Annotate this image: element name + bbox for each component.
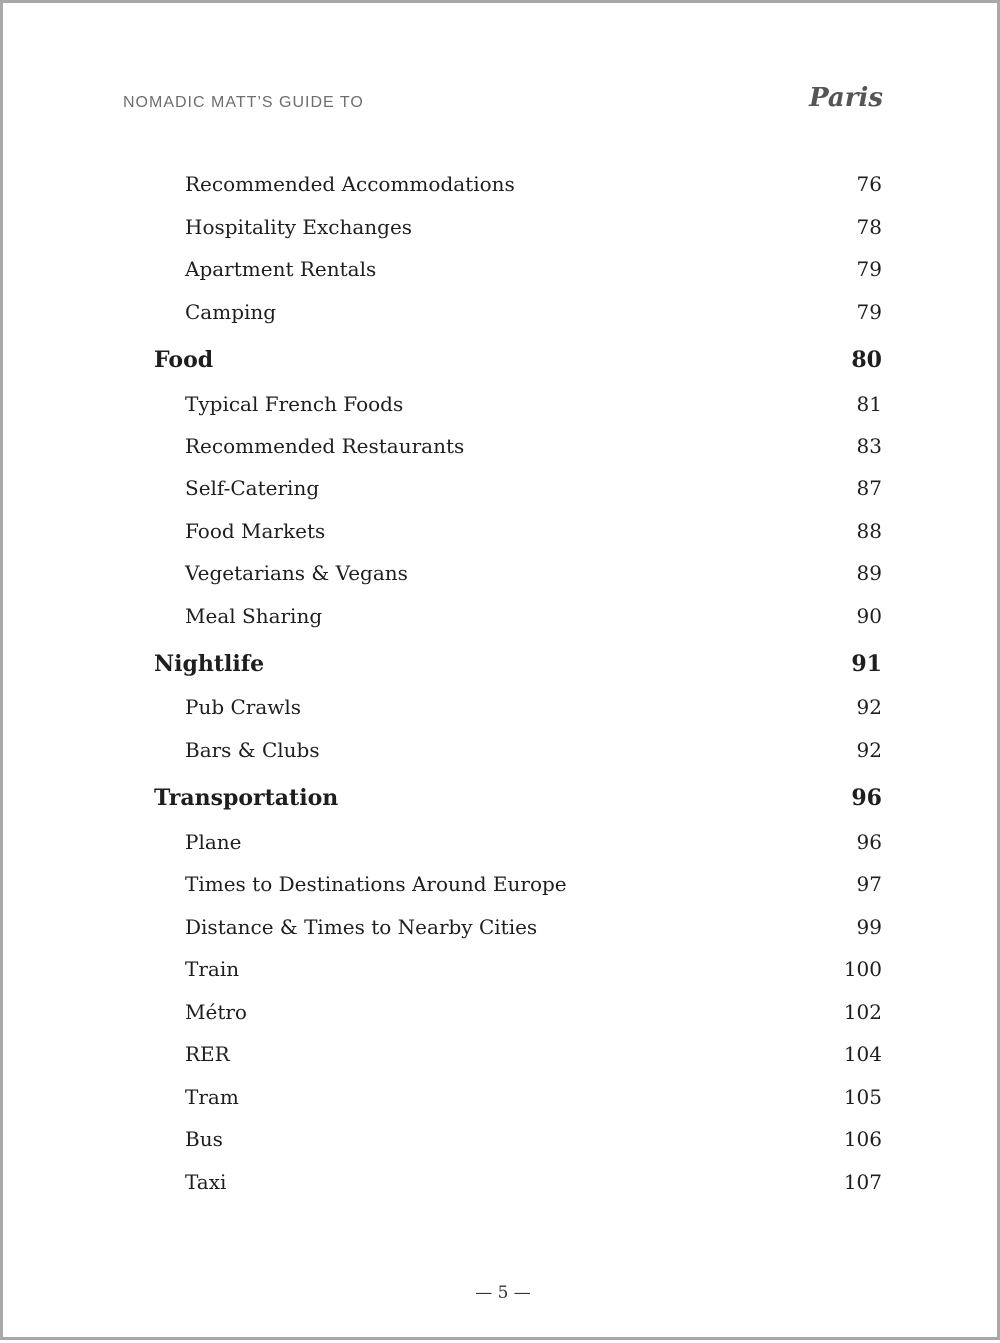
toc-entry-title: Food Markets: [185, 519, 326, 543]
toc-entry-page: 79: [856, 257, 882, 281]
toc-entry-title: Camping: [185, 300, 277, 324]
toc-entry-page: 102: [843, 1000, 882, 1024]
toc-entry: [3, 392, 1000, 422]
toc-entry-page: 83: [856, 434, 882, 458]
toc-entry: [3, 434, 1000, 464]
toc-entry: [3, 830, 1000, 860]
toc-entry-page: 92: [856, 695, 882, 719]
toc-entry: [3, 561, 1000, 591]
toc-entry-page: 87: [856, 476, 882, 500]
toc-entry-title: Typical French Foods: [185, 392, 404, 416]
toc-entry-title: Times to Destinations Around Europe: [185, 872, 567, 896]
toc-entry-page: 81: [856, 392, 882, 416]
toc-entry-page: 97: [856, 872, 882, 896]
page-number: — 5 —: [475, 1283, 531, 1303]
toc-section-page: 96: [851, 785, 882, 811]
toc-entry-page: 107: [843, 1170, 882, 1194]
toc-section: [3, 785, 1000, 815]
toc-entry-title: Bars & Clubs: [185, 738, 320, 762]
toc-entry-title: Recommended Accommodations: [185, 172, 515, 196]
toc-entry-page: 99: [856, 915, 882, 939]
toc-entry: [3, 915, 1000, 945]
toc-entry-page: 90: [856, 604, 882, 628]
toc-entry: [3, 957, 1000, 987]
toc-entry-page: 92: [856, 738, 882, 762]
toc-entry: [3, 604, 1000, 634]
toc-section-title: Food: [154, 347, 214, 373]
table-of-contents: [3, 3, 1000, 1343]
toc-entry-title: Recommended Restaurants: [185, 434, 465, 458]
toc-entry-page: 88: [856, 519, 882, 543]
toc-section-page: 91: [851, 651, 882, 677]
toc-entry-title: Taxi: [185, 1170, 227, 1194]
toc-entry: [3, 872, 1000, 902]
toc-entry-title: Self-Catering: [185, 476, 320, 500]
toc-entry-title: Hospitality Exchanges: [185, 215, 413, 239]
toc-entry-title: RER: [185, 1042, 230, 1066]
toc-entry-page: 89: [856, 561, 882, 585]
toc-entry-page: 78: [856, 215, 882, 239]
toc-entry: [3, 1042, 1000, 1072]
toc-entry: [3, 300, 1000, 330]
toc-entry-title: Tram: [185, 1085, 239, 1109]
toc-entry: [3, 1127, 1000, 1157]
toc-entry-page: 76: [856, 172, 882, 196]
toc-entry-page: 96: [856, 830, 882, 854]
toc-entry: [3, 1170, 1000, 1200]
toc-entry-page: 106: [843, 1127, 882, 1151]
toc-entry-page: 100: [843, 957, 882, 981]
toc-entry-title: Bus: [185, 1127, 223, 1151]
toc-entry-title: Plane: [185, 830, 242, 854]
toc-section-page: 80: [851, 347, 882, 373]
toc-entry: [3, 519, 1000, 549]
toc-entry-title: Meal Sharing: [185, 604, 323, 628]
toc-entry: [3, 695, 1000, 725]
toc-entry: [3, 738, 1000, 768]
city-title: Paris: [809, 83, 883, 113]
toc-entry: [3, 1000, 1000, 1030]
toc-entry-title: Métro: [185, 1000, 247, 1024]
toc-entry-page: 79: [856, 300, 882, 324]
guide-series-label: NOMADIC MATT’S GUIDE TO: [123, 94, 364, 111]
toc-entry-title: Train: [185, 957, 240, 981]
toc-entry-title: Pub Crawls: [185, 695, 302, 719]
toc-entry: [3, 172, 1000, 202]
toc-section-title: Nightlife: [154, 651, 265, 677]
toc-section: [3, 347, 1000, 377]
toc-entry-title: Vegetarians & Vegans: [185, 561, 408, 585]
toc-entry: [3, 257, 1000, 287]
toc-entry-page: 105: [843, 1085, 882, 1109]
toc-entry-title: Distance & Times to Nearby Cities: [185, 915, 538, 939]
toc-entry-page: 104: [843, 1042, 882, 1066]
toc-entry: [3, 476, 1000, 506]
toc-entry: [3, 215, 1000, 245]
toc-entry: [3, 1085, 1000, 1115]
toc-entry-title: Apartment Rentals: [185, 257, 377, 281]
toc-section-title: Transportation: [154, 785, 339, 811]
toc-section: [3, 651, 1000, 681]
